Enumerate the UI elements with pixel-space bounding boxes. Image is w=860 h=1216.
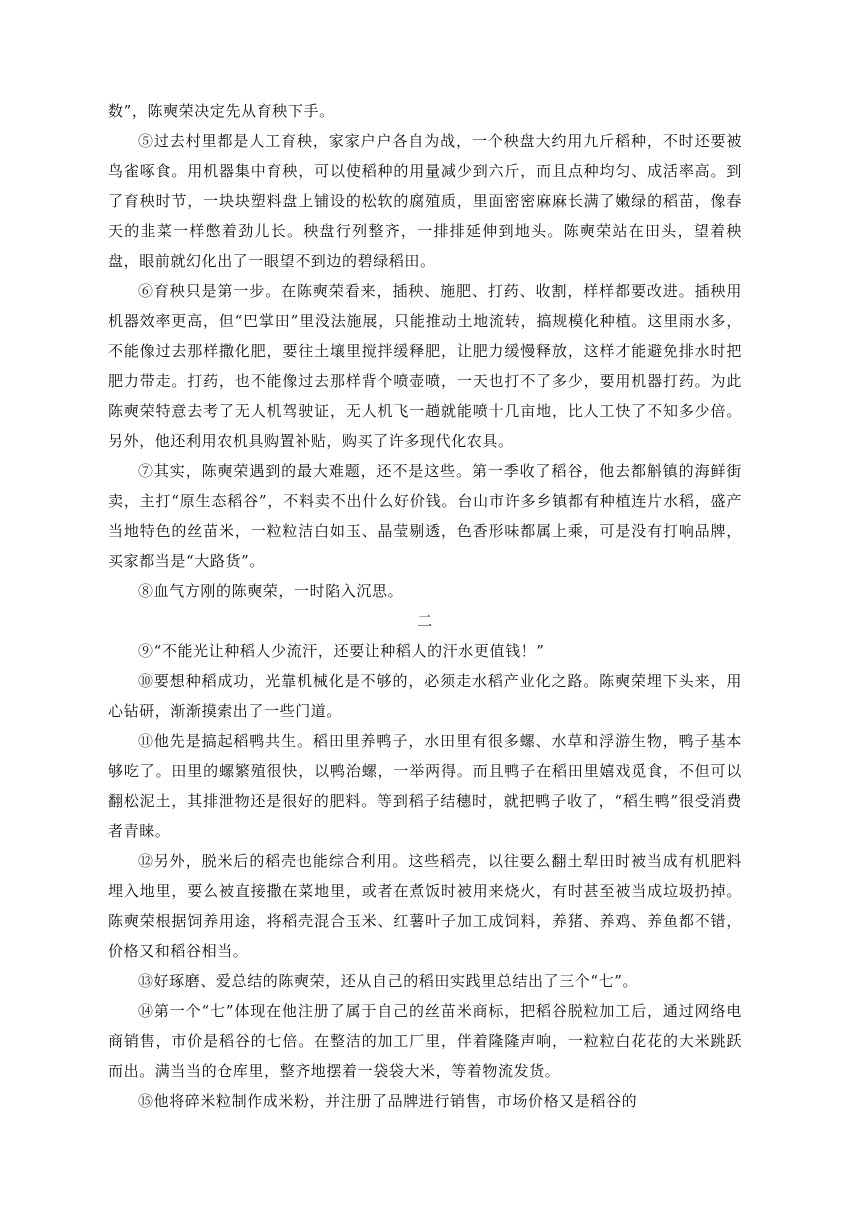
paragraph-13: ⑬好琢磨、爱总结的陈奭荣，还从自己的稻田实践里总结出了三个“七”。: [138, 972, 639, 990]
section-heading: 二: [417, 612, 433, 630]
paragraph-12: ⑫另外，脱米后的稻壳也能综合利用。这些稻壳，以往要么翻土犁田时被当成有机肥料埋入地里，要么被直接撒在菜地里，或者在煮饭时被用来烧火，有时甚至被当成垃圾扔掉。陈奭荣根据饲养用途，将稻壳混合玉米、红薯叶子加工成饲料，养猪、养鸡、养鱼都不错，价格又和稻谷相当。: [108, 852, 742, 960]
paragraph-9: ⑨“不能光让种稻人少流汗，还要让种稻人的汗水更值钱！”: [138, 642, 545, 660]
paragraph-5: ⑤过去村里都是人工育秧，家家户户各自为战，一个秧盘大约用九斤稻种，不时还要被鸟雀啄食。用机器集中育秧，可以使稻种的用量减少到六斤，而且点种均匀、成活率高。到了育秧时节，一块块塑料盘上铺设的松软的腐殖质，里面密密麻麻长满了嫩绿的稻苗，像春天的韭菜一样憋着劲儿长。秧盘行列整齐，一排排延伸到地头。陈奭荣站在田头，望着秧盘，眼前就幻化出了一眼望不到边的碧绿稻田。: [108, 132, 742, 270]
paragraph-14: ⑭第一个“七”体现在他注册了属于自己的丝苗米商标，把稻谷脱粒加工后，通过网络电商销售，市价是稻谷的七倍。在整洁的加工厂里，伴着隆隆声响，一粒粒白花花的大米跳跃而出。满当当的仓库里，整齐地摆着一袋袋大米，等着物流发货。: [108, 1002, 742, 1080]
paragraph-8: ⑧血气方刚的陈奭荣，一时陷入沉思。: [138, 582, 404, 600]
paragraph-10: ⑩要想种稻成功，光靠机械化是不够的，必须走水稻产业化之路。陈奭荣埋下头来，用心钻研，渐渐摸索出了一些门道。: [108, 672, 742, 720]
paragraph-11: ⑪他先是搞起稻鸭共生。稻田里养鸭子，水田里有很多螺、水草和浮游生物，鸭子基本够吃了。田里的螺繁殖很快，以鸭治螺，一举两得。而且鸭子在稻田里嬉戏觅食，不但可以翻松泥土，其排泄物还是很好的肥料。等到稻子结穗时，就把鸭子收了，“稻生鸭”很受消费者青睐。: [108, 732, 742, 840]
article-page: [108, 96, 742, 1116]
paragraph-7: ⑦其实，陈奭荣遇到的最大难题，还不是这些。第一季收了稻谷，他去都斛镇的海鲜街卖，主打“原生态稻谷”，不料卖不出什么好价钱。台山市许多乡镇都有种植连片水稻，盛产当地特色的丝苗米，一粒粒洁白如玉、晶莹剔透，色香形味都属上乘，可是没有打响品牌，买家都当是“大路货”。: [108, 462, 742, 570]
paragraph-continuation: 数”，陈奭荣决定先从育秧下手。: [108, 102, 335, 120]
paragraph-6: ⑥育秧只是第一步。在陈奭荣看来，插秧、施肥、打药、收割，样样都要改进。插秧用机器效率更高，但“巴掌田”里没法施展，只能推动土地流转，搞规模化种植。这里雨水多，不能像过去那样撒化肥，要往土壤里搅拌缓释肥，让肥力缓慢释放，这样才能避免排水时把肥力带走。打药，也不能像过去那样背个喷壶喷，一天也打不了多少，要用机器打药。为此陈奭荣特意去考了无人机驾驶证，无人机飞一趟就能喷十几亩地，比人工快了不知多少倍。另外，他还利用农机具购置补贴，购买了许多现代化农具。: [108, 282, 742, 450]
paragraph-15: ⑮他将碎米粒制作成米粉，并注册了品牌进行销售，市场价格又是稻谷的: [138, 1092, 638, 1110]
